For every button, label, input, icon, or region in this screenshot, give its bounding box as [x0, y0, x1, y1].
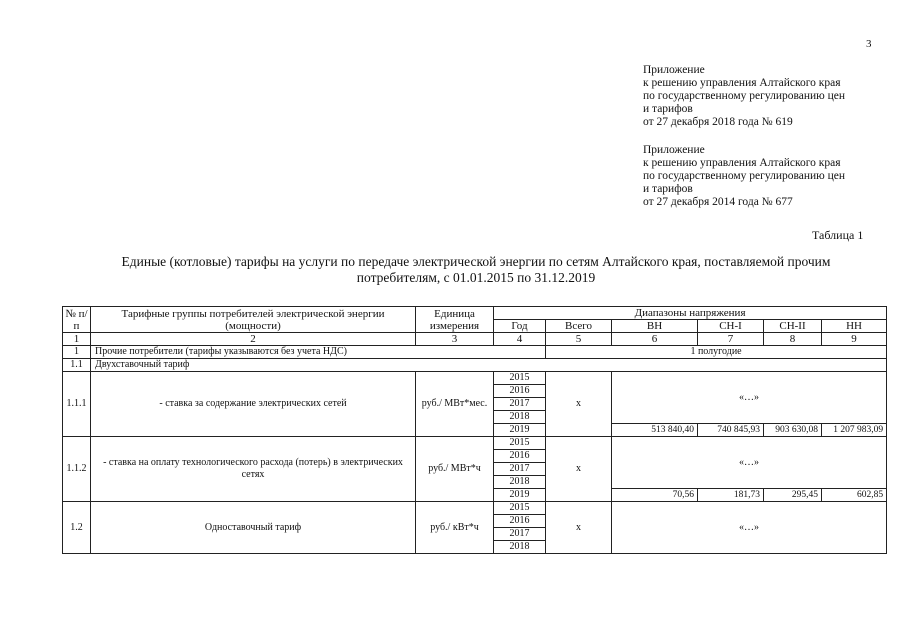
year-cell: 2015 — [494, 502, 546, 515]
row-unit: руб./ МВт*мес. — [416, 372, 494, 437]
column-number: 7 — [698, 333, 764, 346]
header-sn1: СН-I — [698, 320, 764, 333]
approval-line: и тарифов — [643, 103, 693, 115]
omitted-values: «…» — [612, 502, 887, 554]
year-cell: 2019 — [494, 424, 546, 437]
row-label: Прочие потребители (тарифы указываются без учета НДС) — [91, 346, 546, 359]
column-number: 2 — [91, 333, 416, 346]
value-nn: 602,85 — [822, 489, 887, 502]
row-label: Двухставочный тариф — [91, 359, 887, 372]
row-label: - ставка на оплату технологического расхода (потерь) в электрических сетях — [91, 437, 416, 502]
tariff-table — [62, 306, 887, 554]
year-cell: 2015 — [494, 437, 546, 450]
year-cell: 2018 — [494, 411, 546, 424]
header-sn2: СН-II — [764, 320, 822, 333]
approval-line: Приложение — [643, 64, 705, 76]
column-number: 3 — [416, 333, 494, 346]
year-cell: 2016 — [494, 515, 546, 528]
approval-line: и тарифов — [643, 183, 693, 195]
year-cell: 2018 — [494, 541, 546, 554]
approval-line: по государственному регулированию цен — [643, 170, 846, 182]
value-sn2: 295,45 — [764, 489, 822, 502]
value-nn: 1 207 983,09 — [822, 424, 887, 437]
column-number: 5 — [546, 333, 612, 346]
table-header-row — [63, 307, 887, 320]
header-groups: Тарифные группы потребителей электрической энергии (мощности) — [91, 307, 416, 333]
header-unit: Единица измерения — [416, 307, 494, 333]
column-number: 4 — [494, 333, 546, 346]
year-cell: 2017 — [494, 398, 546, 411]
value-sn1: 181,73 — [698, 489, 764, 502]
year-cell: 2018 — [494, 476, 546, 489]
table-row-1-1-2 — [63, 437, 887, 450]
row-num: 1.2 — [63, 502, 91, 554]
year-cell: 2019 — [494, 489, 546, 502]
row-label: - ставка за содержание электрических сетей — [91, 372, 416, 437]
header-total: Всего — [546, 320, 612, 333]
row-label: Одноставочный тариф — [91, 502, 416, 554]
total-cell: х — [546, 502, 612, 554]
title-line-2: потребителям, с 01.01.2015 по 31.12.2019 — [356, 270, 596, 285]
row-num: 1.1.1 — [63, 372, 91, 437]
year-cell: 2016 — [494, 385, 546, 398]
year-cell: 2017 — [494, 528, 546, 541]
table-label: Таблица 1 — [812, 228, 864, 242]
header-ranges: Диапазоны напряжения — [494, 307, 887, 320]
value-sn2: 903 630,08 — [764, 424, 822, 437]
row-unit: руб./ кВт*ч — [416, 502, 494, 554]
total-cell: х — [546, 372, 612, 437]
column-numbers-row — [63, 333, 887, 346]
approval-block-2018 — [643, 64, 845, 129]
period-label: 1 полугодие — [546, 346, 887, 359]
approval-line: Приложение — [643, 144, 705, 156]
header-num: № п/п — [63, 307, 91, 333]
year-cell: 2016 — [494, 450, 546, 463]
document-title — [72, 254, 880, 286]
column-number: 6 — [612, 333, 698, 346]
approval-line: к решению управления Алтайского края — [643, 77, 841, 89]
row-unit: руб./ МВт*ч — [416, 437, 494, 502]
value-vn: 70,56 — [612, 489, 698, 502]
approval-block-2014 — [643, 144, 845, 209]
approval-line: от 27 декабря 2018 года № 619 — [643, 116, 793, 128]
table-row-1-2 — [63, 502, 887, 515]
header-year: Год — [494, 320, 546, 333]
column-number: 8 — [764, 333, 822, 346]
omitted-values: «…» — [612, 437, 887, 489]
table-row-1 — [63, 346, 887, 359]
header-nn: НН — [822, 320, 887, 333]
row-num: 1.1.2 — [63, 437, 91, 502]
table-row-1-1 — [63, 359, 887, 372]
title-line-1: Единые (котловые) тарифы на услуги по передаче электрической энергии по сетям Алтайского края, поставляемой прочим — [121, 254, 831, 269]
total-cell: х — [546, 437, 612, 502]
approval-line: по государственному регулированию цен — [643, 90, 846, 102]
value-vn: 513 840,40 — [612, 424, 698, 437]
approval-line: от 27 декабря 2014 года № 677 — [643, 196, 793, 208]
approval-line: к решению управления Алтайского края — [643, 157, 841, 169]
omitted-values: «…» — [612, 372, 887, 424]
column-number: 1 — [63, 333, 91, 346]
year-cell: 2015 — [494, 372, 546, 385]
table-row-1-1-1 — [63, 372, 887, 385]
year-cell: 2017 — [494, 463, 546, 476]
value-sn1: 740 845,93 — [698, 424, 764, 437]
column-number: 9 — [822, 333, 887, 346]
row-num: 1 — [63, 346, 91, 359]
page-number: 3 — [866, 38, 872, 50]
header-vn: ВН — [612, 320, 698, 333]
row-num: 1.1 — [63, 359, 91, 372]
